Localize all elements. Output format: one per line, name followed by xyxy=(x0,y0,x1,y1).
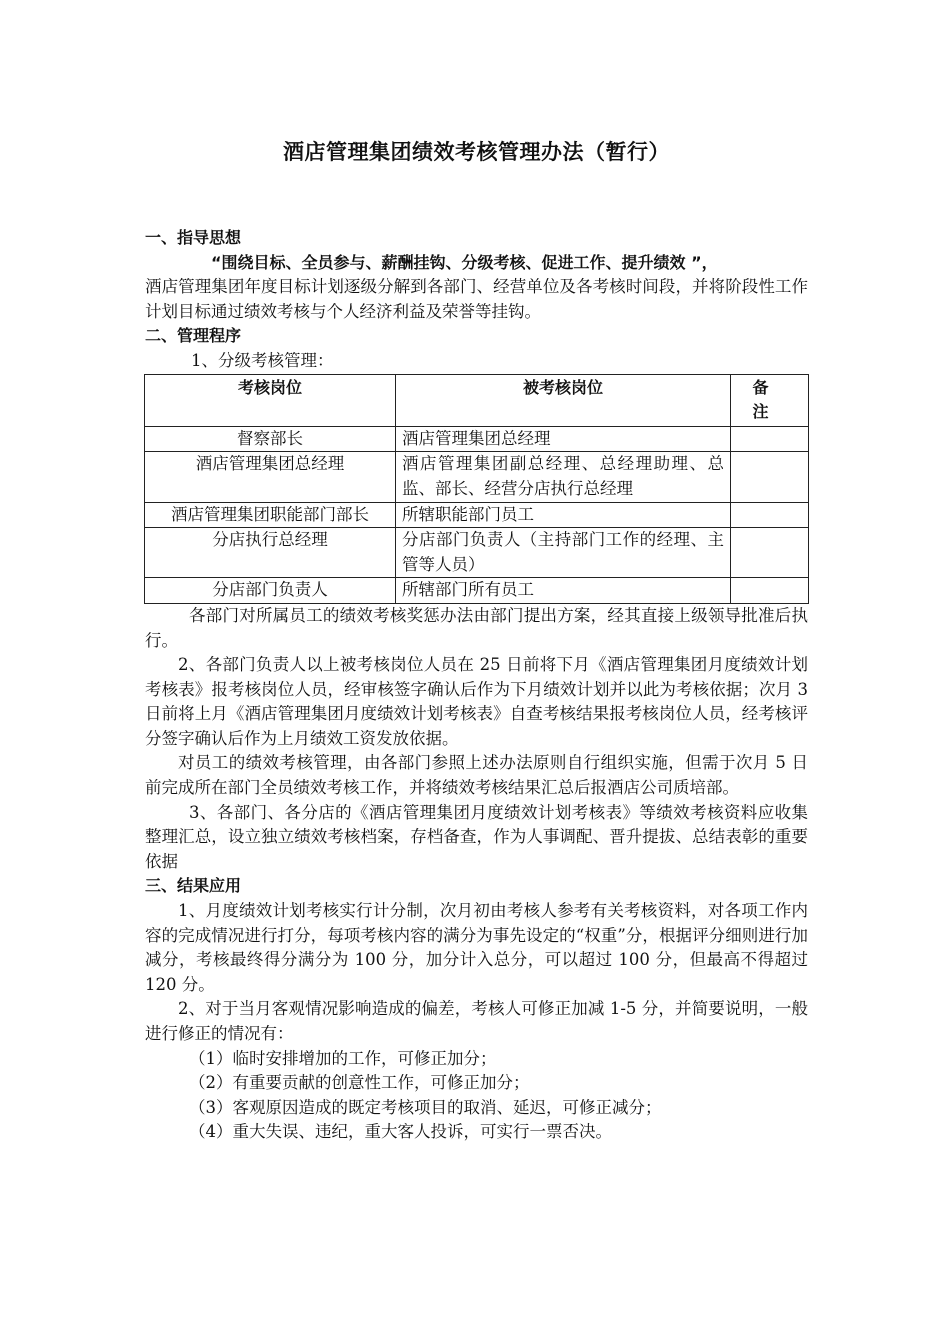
section3-paragraph-1: 1、月度绩效计划考核实行计分制，次月初由考核人参考有关考核资料，对各项工作内容的完成情况进行打分，每项考核内容的满分为事先设定的“权重”分，根据评分细则进行加减分，考核最终得分满分为 100 分，加分计入总分，可以超过 100 分，但最高不得超过 120 分。 xyxy=(145,901,808,994)
section2-paragraph-3: 对员工的绩效考核管理，由各部门参照上述办法原则自行组织实施，但需于次月 5 日前完成所在部门全员绩效考核工作，并将绩效考核结果汇总后报酒店公司质培部。 xyxy=(145,753,808,798)
section2-paragraph-2: 2、各部门负责人以上被考核岗位人员在 25 日前将下月《酒店管理集团月度绩效计划考核表》报考核岗位人员，经审核签字确认后作为下月绩效计划并以此为考核依据；次月 3 日前将上月《酒店管理集团月度绩效计划考核表》自查考核结果报考核岗位人员，经考核评分签字确认后作为上月绩效工资发放依据。 xyxy=(145,655,808,748)
document-body xyxy=(145,226,808,1145)
list-item: （3）客观原因造成的既定考核项目的取消、延迟，可修正减分； xyxy=(189,1097,662,1117)
table-cell-assessor: 酒店管理集团总经理 xyxy=(145,452,396,502)
table-row xyxy=(145,426,809,452)
table-header-row xyxy=(145,374,809,426)
table-cell-remarks xyxy=(731,502,809,528)
table-cell-assessor: 督察部长 xyxy=(145,426,396,452)
table-cell-remarks xyxy=(731,452,809,502)
section1-paragraph: 酒店管理集团年度目标计划逐级分解到各部门、经营单位及各考核时间段，并将阶段性工作计划目标通过绩效考核与个人经济利益及荣誉等挂钩。 xyxy=(145,277,808,321)
table-row xyxy=(145,528,809,578)
table-cell-assessor: 酒店管理集团职能部门部长 xyxy=(145,502,396,528)
table-row xyxy=(145,502,809,528)
section2-paragraph-1: 各部门对所属员工的绩效考核奖惩办法由部门提出方案，经其直接上级领导批准后执行。 xyxy=(145,605,808,650)
table-cell-assessee: 酒店管理集团总经理 xyxy=(396,426,731,452)
table-cell-remarks xyxy=(731,528,809,578)
table-header-assessee: 被考核岗位 xyxy=(396,374,731,426)
table-row xyxy=(145,578,809,604)
motto-line: “围绕目标、全员参与、薪酬挂钩、分级考核、促进工作、提升绩效 ”， xyxy=(211,252,718,272)
table-cell-remarks xyxy=(731,578,809,604)
table-row xyxy=(145,452,809,502)
list-item: （2）有重要贡献的创意性工作，可修正加分； xyxy=(189,1073,530,1093)
table-cell-assessee: 所辖职能部门员工 xyxy=(396,502,731,528)
list-item: （1）临时安排增加的工作，可修正加分； xyxy=(189,1048,497,1068)
table-cell-assessor: 分店执行总经理 xyxy=(145,528,396,578)
table-cell-assessee: 酒店管理集团副总经理、总经理助理、总监、部长、经营分店执行总经理 xyxy=(396,452,731,502)
table-header-assessor: 考核岗位 xyxy=(145,374,396,426)
list-item: （4）重大失误、违纪，重大客人投诉，可实行一票否决。 xyxy=(189,1122,612,1142)
table-cell-assessee: 分店部门负责人（主持部门工作的经理、主管等人员） xyxy=(396,528,731,578)
section-heading-management-procedure: 二、管理程序 xyxy=(145,326,242,346)
section2-paragraph-4: 3、各部门、各分店的《酒店管理集团月度绩效计划考核表》等绩效考核资料应收集整理汇总，设立独立绩效考核档案，存档备查，作为人事调配、晋升提拔、总结表彰的重要依据 xyxy=(145,802,808,871)
assessment-table xyxy=(144,374,809,604)
table-header-remarks: 备注 xyxy=(731,374,809,426)
section-heading-result-application: 三、结果应用 xyxy=(145,876,242,896)
table-cell-assessee: 所辖部门所有员工 xyxy=(396,578,731,604)
section3-paragraph-2: 2、对于当月客观情况影响造成的偏差，考核人可修正加减 1-5 分，并简要说明，一般进行修正的情况有： xyxy=(145,999,808,1043)
document-title: 酒店管理集团绩效考核管理办法（暂行） xyxy=(283,140,670,164)
table-cell-remarks xyxy=(731,426,809,452)
table-cell-assessor: 分店部门负责人 xyxy=(145,578,396,604)
section-heading-guiding-ideology: 一、指导思想 xyxy=(145,228,242,247)
subheading-tiered-assessment: 1、分级考核管理： xyxy=(191,350,334,370)
